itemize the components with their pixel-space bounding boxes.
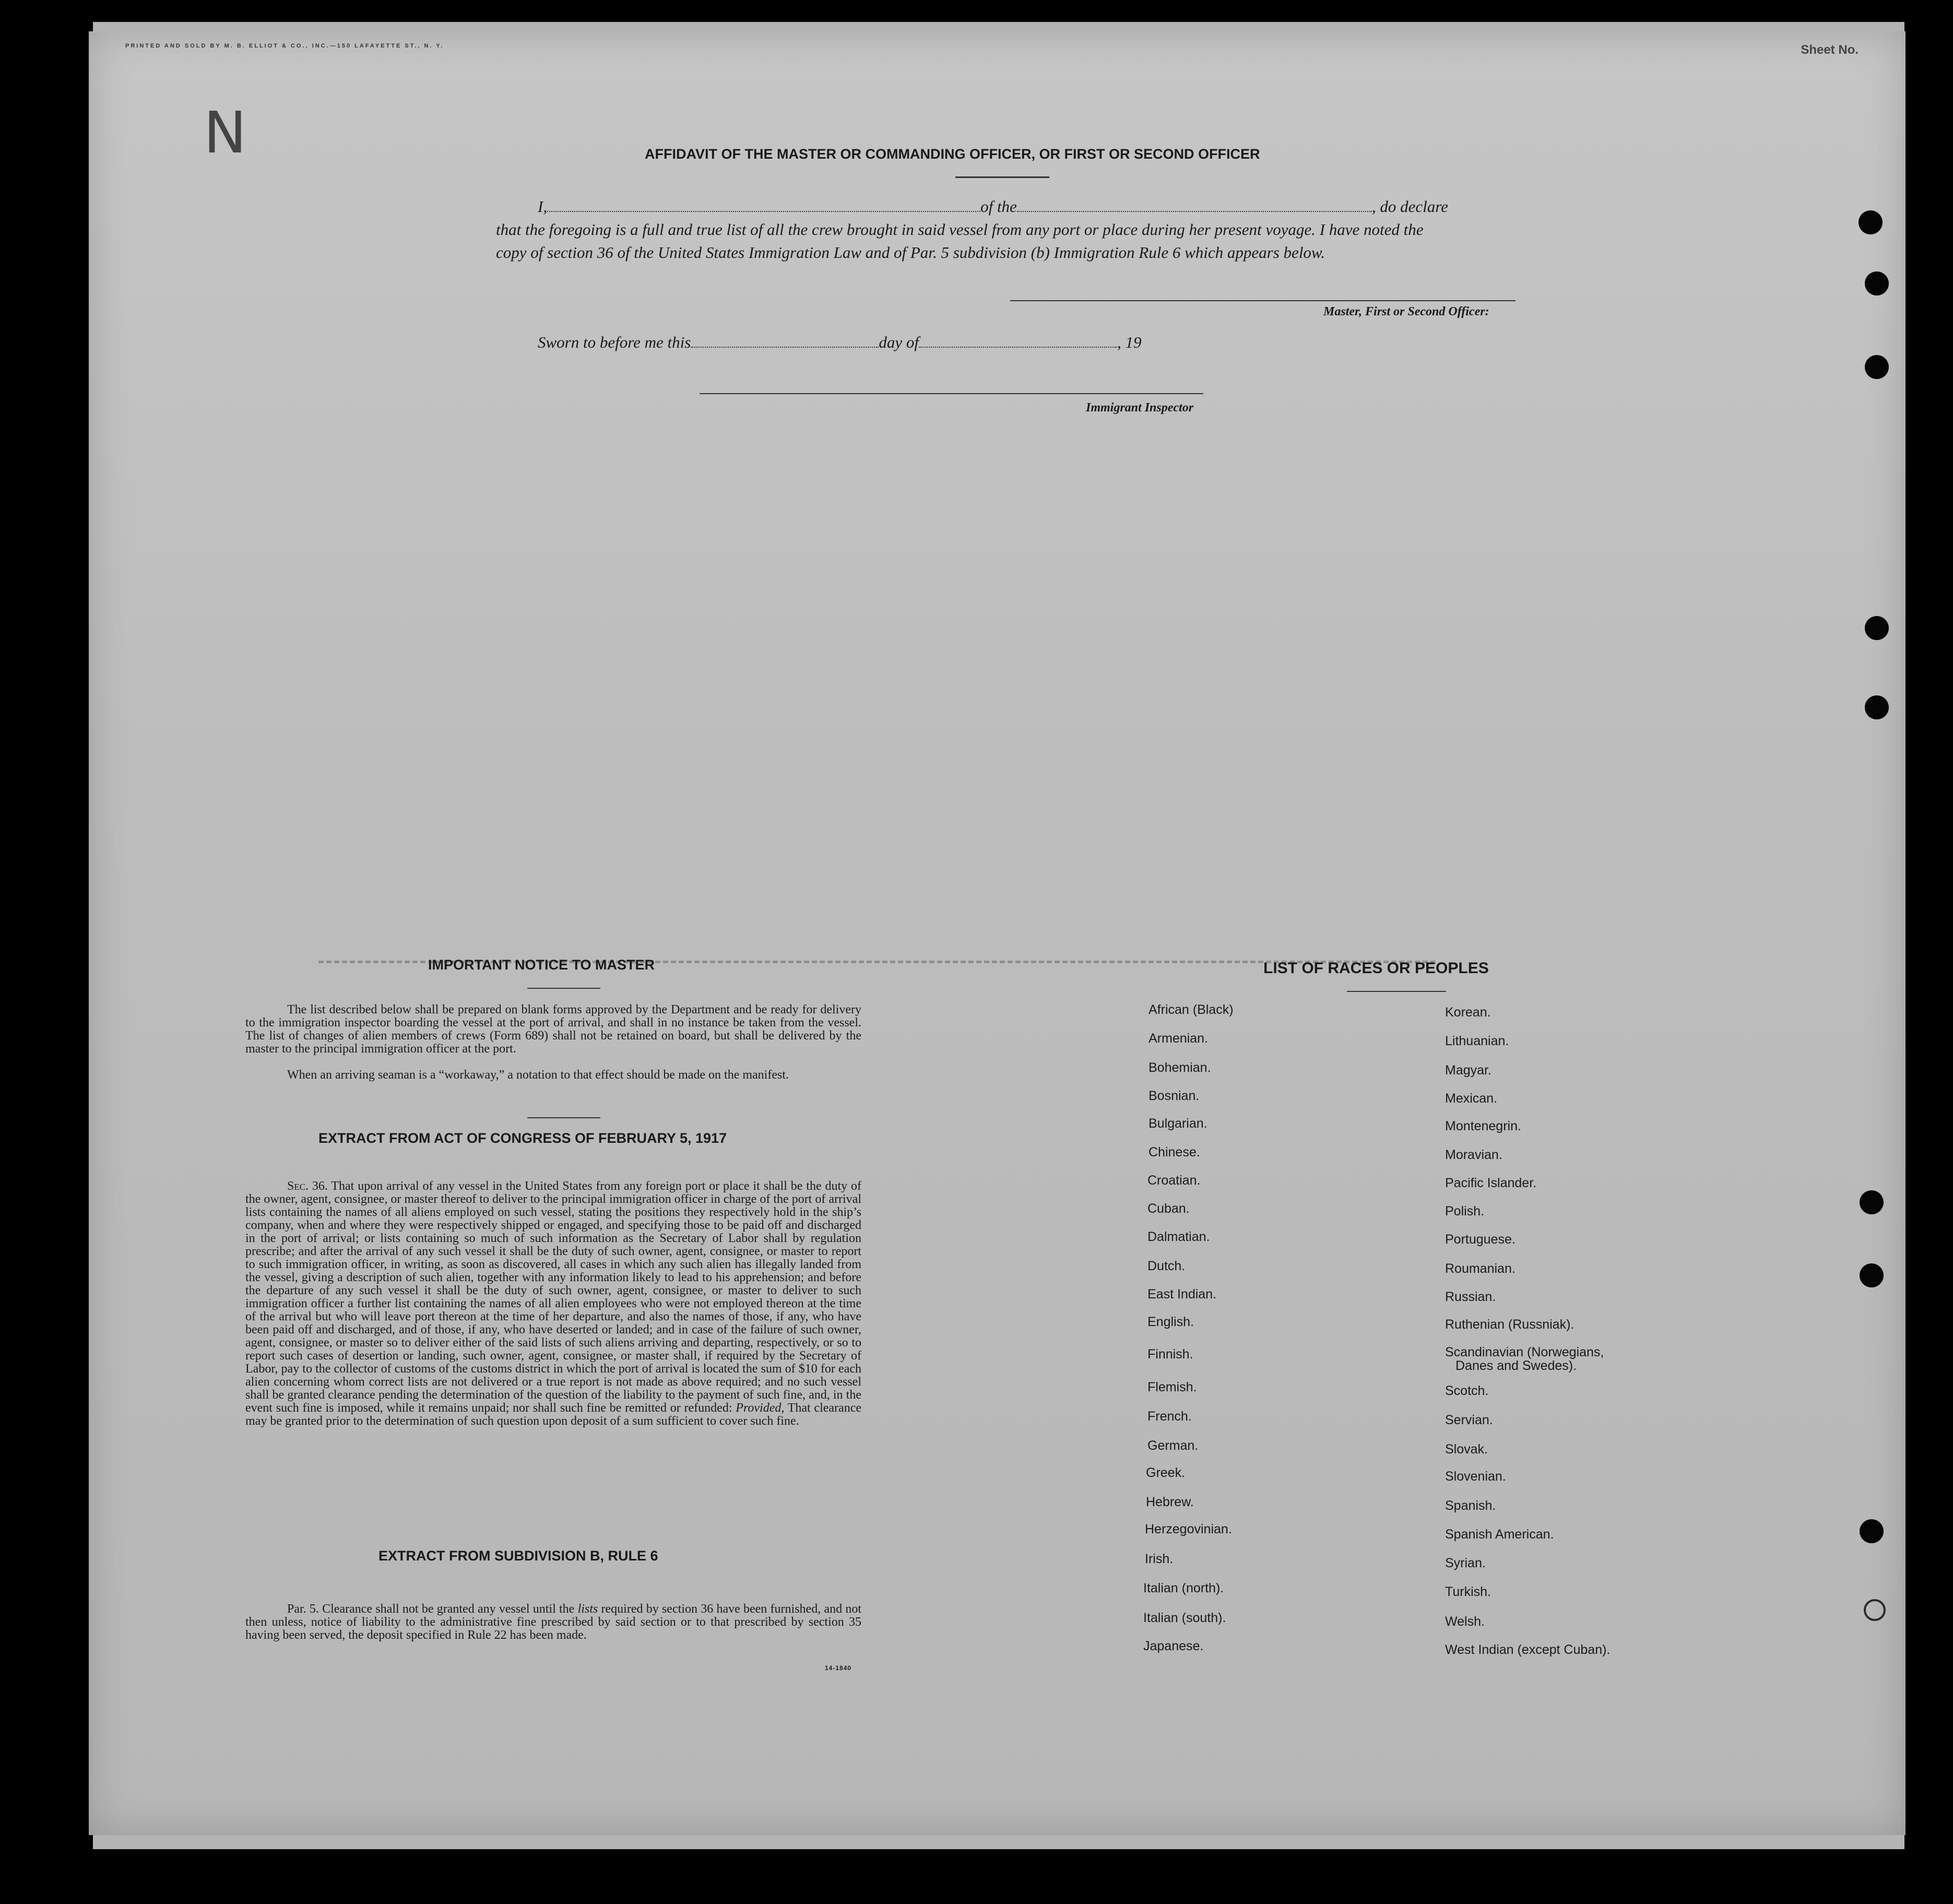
affidavit-declare: , do declare [1371,197,1448,216]
race-item: French. [1147,1409,1192,1424]
section-label: Sec. 36. [287,1179,328,1193]
notice-body-2: When an arriving seaman is a “workaway,” a notation to that effect should be made on the manifest. [287,1068,789,1082]
title-underline [955,176,1049,178]
race-item: Slovenian. [1445,1469,1506,1484]
race-item: Croatian. [1147,1173,1201,1188]
race-item: African (Black) [1149,1002,1234,1017]
punch-hole [1860,1190,1884,1214]
affidavit-title: AFFIDAVIT OF THE MASTER OR COMMANDING OFFICER, OR FIRST OR SECOND OFFICER [645,146,1260,162]
race-item: Chinese. [1149,1145,1200,1160]
race-item: Roumanian. [1445,1261,1516,1276]
race-item: West Indian (except Cuban). [1445,1642,1611,1657]
race-item: Spanish. [1445,1498,1496,1513]
sworn-month-blank [919,347,1117,348]
inspector-signature-line [700,393,1203,394]
race-item: Hebrew. [1146,1495,1194,1509]
extract-rule-text-a: Par. 5. Clearance shall not be granted any vessel until the [287,1602,575,1616]
name-blank [547,211,980,212]
punch-hole [1860,1519,1884,1543]
races-title: LIST OF RACES OR PEOPLES [1263,960,1489,977]
race-item: Turkish. [1445,1584,1491,1599]
extract-rule-body [245,1603,861,1642]
race-item: Polish. [1445,1204,1485,1219]
sheet-number-label: Sheet No. [1801,43,1859,57]
sworn-start: Sworn to before me this [538,333,691,351]
race-item: Bosnian. [1149,1089,1200,1103]
race-item: Moravian. [1445,1148,1502,1162]
race-item: Portuguese. [1445,1232,1516,1247]
punch-hole [1865,616,1889,640]
race-item: Cuban. [1147,1201,1190,1216]
punch-hole-ring [1864,1599,1886,1621]
race-item: Dutch. [1147,1259,1186,1273]
race-item: Finnish. [1147,1347,1193,1362]
extract-act-text-b: That clearance may be granted prior to the determination of such question upon deposit of a sum sufficient to cover such fine. [245,1401,861,1428]
sworn-line [538,333,1141,352]
races-underline [1347,991,1446,992]
race-item: Scandinavian (Norwegians, [1445,1345,1604,1359]
sworn-day-of: day of [879,333,919,351]
race-item: Lithuanian. [1445,1034,1509,1048]
sworn-day-blank [691,347,879,348]
race-item: Russian. [1445,1290,1496,1304]
affidavit-line-1 [538,197,1448,216]
provided-word: Provided, [736,1401,785,1415]
race-item: Servian. [1445,1413,1493,1427]
race-item: Mexican. [1445,1091,1498,1106]
race-item: Syrian. [1445,1556,1486,1570]
race-item: Korean. [1445,1005,1491,1020]
master-signature-line [1010,300,1516,301]
affidavit-line-2: that the foregoing is a full and true list of all the crew brought in said vessel from any port or place during her present voyage. I have noted the [496,220,1424,239]
race-item: Italian (south). [1143,1611,1226,1625]
punch-hole [1860,1263,1884,1287]
race-item: Spanish American. [1445,1527,1554,1542]
lists-word: lists [577,1602,598,1616]
race-item: Bohemian. [1149,1060,1211,1075]
extract-act-text-a: That upon arrival of any vessel in the United States from any foreign port or place it shall be the duty of the owner, agent, consignee, or master thereof to deliver to the principal immigration officer in charge of the port of arrival lists containing the names of all aliens employed on such vessel, stating the positions they respectively hold in the ship’s company, when and where they were respectively shipped or engaged, and specifying those to be paid off and discharged in the port of arrival; or lists containing so much of such information as the Secretary of Labor shall by regulation prescribe; and after the arrival of any such vessel it shall be the duty of such owner, agent, consignee, or master to report to such immigration officer, in writing, as soon as discovered, all cases in which any such alien has illegally landed from the vessel, giving a description of such alien, together with any information likely to lead to his apprehension; and before the departure of any such vessel it shall be the duty of such owner, agent, consignee, or master to deliver to such immigration officer a further list containing the names of all alien employees who were not employed thereon at the time of the arrival but who will leave port thereon at the time of her departure, and also the names of those, if any, who have been paid off and discharged, and of those, if any, who have deserted or landed; and in case of the failure of such owner, agent, consignee, or master so to deliver either of the said lists of such aliens arriving and departing, respectively, or so to report such cases of desertion or landing, such owner, agent, consignee, or master shall, if required by the Secretary of Labor, pay to the collector of customs of the customs district in which the port of arrival is located the sum of $10 for each alien concerning whom correct lists are not delivered or a true report is not made as above required; and no such vessel shall be granted clearance pending the determination of the question of the liability to the payment of such fine, and, in the event such fine is imposed, while it remains unpaid; nor shall such fine be remitted or refunded: [245,1179,861,1415]
race-item: East Indian. [1147,1287,1217,1302]
race-item: Montenegrin. [1445,1119,1521,1133]
race-item: German. [1147,1438,1199,1453]
affidavit-i: I, [538,197,548,216]
extract-divider [527,1117,600,1118]
race-item: English. [1147,1315,1194,1329]
race-item: Greek. [1146,1465,1186,1480]
race-item: Welsh. [1445,1614,1485,1629]
vessel-blank [1017,211,1372,212]
extract-act-body [245,1180,861,1428]
race-item: Japanese. [1143,1639,1204,1653]
race-item: Magyar. [1445,1063,1492,1078]
race-item: Ruthenian (Russniak). [1445,1317,1575,1332]
master-signature-caption: Master, First or Second Officer: [1323,305,1489,318]
extract-rule-text-b: required by section 36 have been furnished, and not then unless, notice of liability to the administrative fine prescribed by said section or to that prescribed by section 35 having been served, the deposit specified in Rule 22 has been made. [245,1602,862,1642]
sworn-year: , 19 [1117,333,1142,351]
punch-hole [1865,271,1889,295]
race-item: Flemish. [1147,1380,1197,1394]
manifest-sheet-back [89,31,1905,1835]
extract-rule-title: EXTRACT FROM SUBDIVISION B, RULE 6 [378,1548,658,1564]
race-item: Irish. [1145,1552,1174,1566]
race-item: Italian (north). [1143,1581,1224,1595]
race-item: Dalmatian. [1147,1229,1210,1244]
form-number: 14-1840 [825,1664,852,1672]
punch-hole [1865,355,1889,379]
affidavit-of-the: of the [980,197,1017,216]
race-item: Bulgarian. [1149,1116,1208,1131]
punch-hole [1859,210,1883,234]
race-item: Armenian. [1149,1031,1208,1046]
notice-body: The list described below shall be prepared on blank forms approved by the Department and be ready for delivery to the immigration inspector boarding the vessel at the port of arrival, and shall in no instance be taken from the vessel. The list of changes of alien members of crews (Form 689) shall not be retained on board, but shall be delivered by the master to the principal immigration officer at the port. [245,1003,861,1056]
affidavit-line-3: copy of section 36 of the United States Immigration Law and of Par. 5 subdivision (b) Immigration Rule 6 which appears below. [496,243,1325,262]
handwritten-margin-mark: N [204,99,247,166]
race-item: Slovak. [1445,1442,1488,1457]
punch-hole [1865,695,1889,719]
extract-act-title: EXTRACT FROM ACT OF CONGRESS OF FEBRUARY 5, 1917 [318,1130,727,1146]
race-item: Herzegovinian. [1145,1522,1232,1536]
race-item: Scotch. [1445,1383,1489,1398]
printer-imprint: PRINTED AND SOLD BY M. B. ELLIOT & CO., INC.—150 LAFAYETTE ST., N. Y. [125,43,444,49]
inspector-signature-caption: Immigrant Inspector [1086,401,1194,415]
race-item: Pacific Islander. [1445,1176,1537,1190]
notice-title: IMPORTANT NOTICE TO MASTER [428,957,655,973]
notice-underline [527,988,600,989]
race-item-continued: Danes and Swedes). [1455,1358,1577,1373]
